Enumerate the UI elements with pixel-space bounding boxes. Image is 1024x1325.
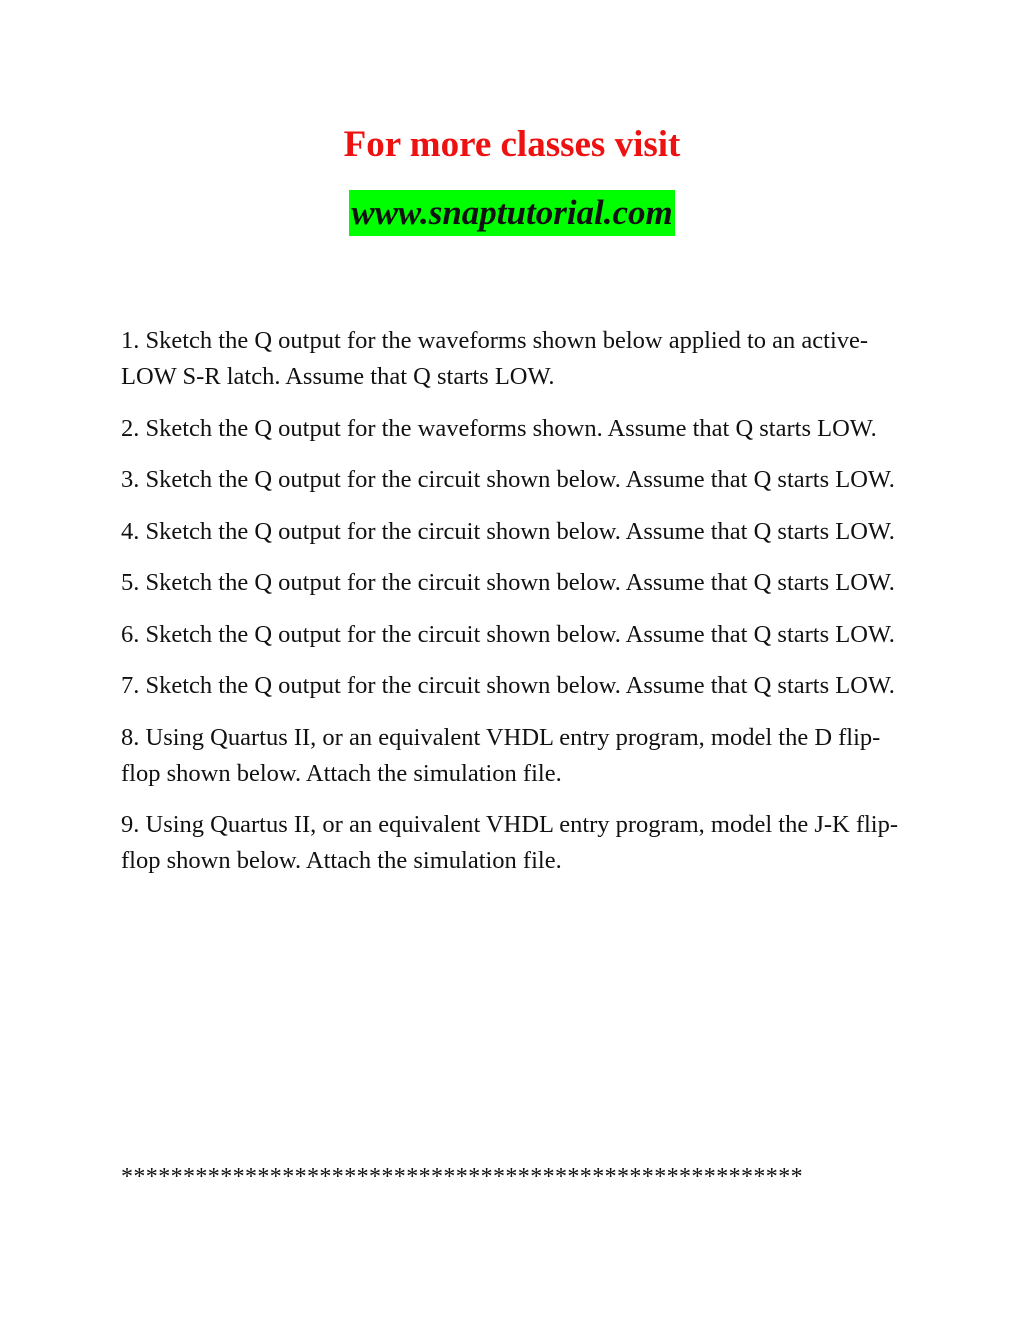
question-list	[121, 323, 911, 895]
site-link[interactable]: www.snaptutorial.com	[349, 190, 675, 236]
question-item: 7. Sketch the Q output for the circuit shown below. Assume that Q starts LOW.	[121, 672, 895, 699]
question-item: 3. Sketch the Q output for the circuit shown below. Assume that Q starts LOW.	[121, 466, 895, 493]
question-item: 4. Sketch the Q output for the circuit shown below. Assume that Q starts LOW.	[121, 517, 895, 545]
site-link-container	[0, 190, 1024, 236]
question-item: 8. Using Quartus II, or an equivalent VHDL entry program, model the D flip-flop shown below. Attach the simulation file.	[121, 723, 881, 787]
asterisk-separator: *******************************************************	[121, 1164, 803, 1190]
question-item: 5. Sketch the Q output for the circuit shown below. Assume that Q starts LOW.	[121, 569, 895, 596]
question-item: 1. Sketch the Q output for the waveforms shown below applied to an active-LOW S-R latch. Assume that Q starts LOW.	[121, 327, 869, 390]
question-item: 6. Sketch the Q output for the circuit shown below. Assume that Q starts LOW.	[121, 620, 895, 648]
page-heading: For more classes visit	[343, 124, 681, 165]
question-item: 9. Using Quartus II, or an equivalent VHDL entry program, model the J-K flip-flop shown below. Attach the simulation file.	[121, 811, 899, 874]
question-item: 2. Sketch the Q output for the waveforms shown. Assume that Q starts LOW.	[121, 414, 877, 442]
